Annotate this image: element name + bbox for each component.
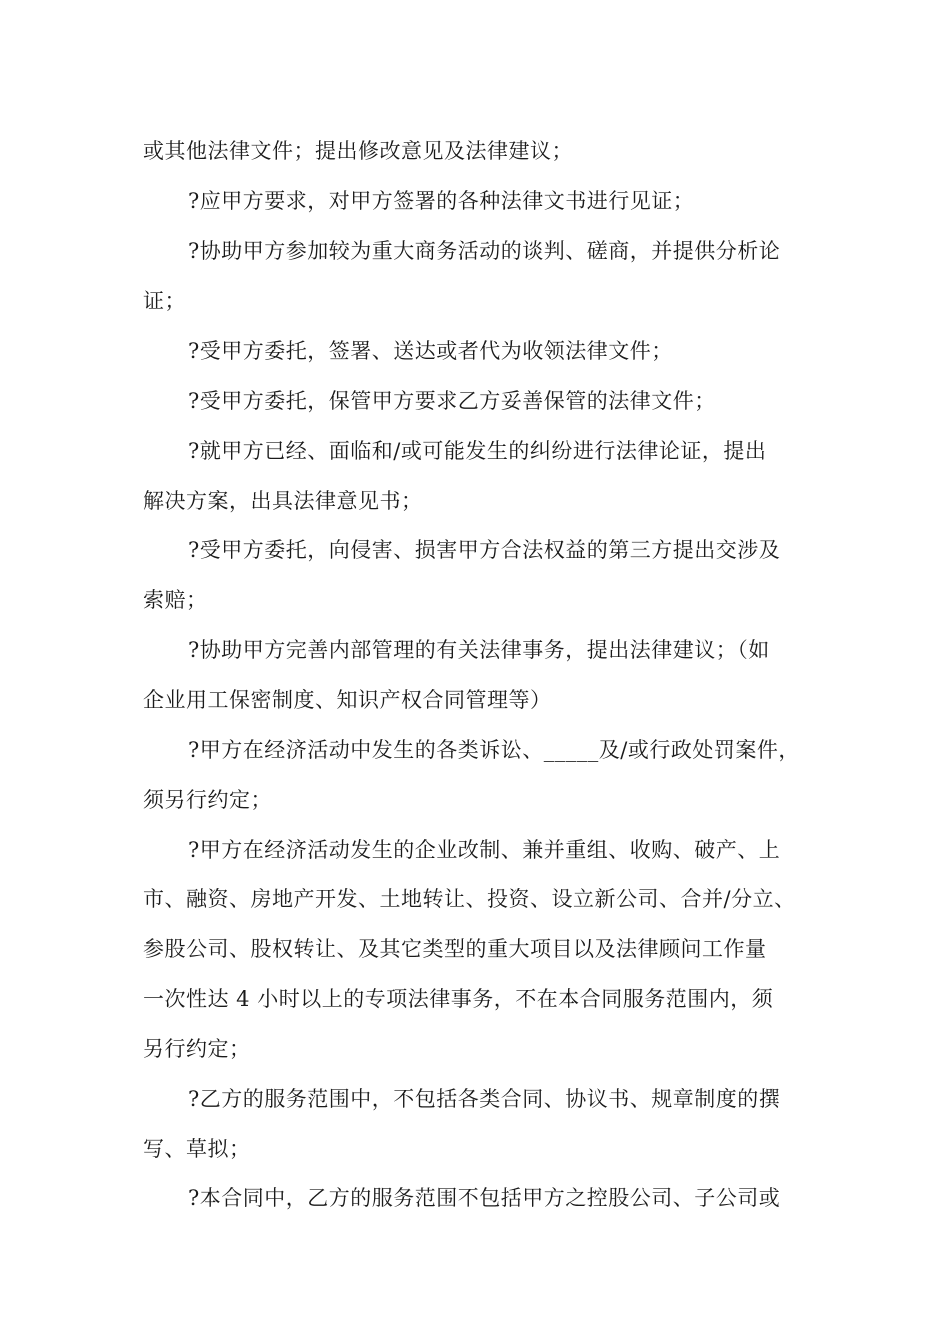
text-line: 索赔； [143, 588, 208, 612]
text-line: 市、融资、房地产开发、土地转让、投资、设立新公司、合并/分立、 [143, 887, 796, 911]
text-line: ?就甲方已经、面临和/或可能发生的纠纷进行法律论证，提出 [188, 439, 767, 463]
text-line: ?乙方的服务范围中，不包括各类合同、协议书、规章制度的撰 [188, 1087, 781, 1111]
text-line: 企业用工保密制度、知识产权合同管理等） [143, 688, 552, 712]
text-line: ?应甲方要求，对甲方签署的各种法律文书进行见证； [188, 189, 695, 213]
text-line: 另行约定； [143, 1037, 251, 1061]
text-line: 参股公司、股权转让、及其它类型的重大项目以及法律顾问工作量 [143, 937, 767, 961]
text-line: ?受甲方委托，向侵害、损害甲方合法权益的第三方提出交涉及 [188, 538, 781, 562]
text-line: 证； [143, 289, 186, 313]
text-line: ?受甲方委托，保管甲方要求乙方妥善保管的法律文件； [188, 389, 716, 413]
text-line: ?本合同中，乙方的服务范围不包括甲方之控股公司、子公司或 [188, 1186, 781, 1210]
text-line: ?协助甲方参加较为重大商务活动的谈判、磋商，并提供分析论 [188, 239, 781, 263]
text-line: 须另行约定； [143, 788, 272, 812]
text-line: ?甲方在经济活动发生的企业改制、兼并重组、收购、破产、上 [188, 838, 781, 862]
text-line: 写、草拟； [143, 1137, 251, 1161]
text-line: ?受甲方委托，签署、送达或者代为收领法律文件； [188, 339, 673, 363]
text-line: 一次性达 4 小时以上的专项法律事务，不在本合同服务范围内，须 [143, 987, 774, 1011]
text-line: 解决方案，出具法律意见书； [143, 489, 423, 513]
text-line: ?甲方在经济活动中发生的各类诉讼、_____及/或行政处罚案件， [188, 738, 800, 762]
text-line: ?协助甲方完善内部管理的有关法律事务，提出法律建议；（如 [188, 638, 770, 662]
text-line: 或其他法律文件；提出修改意见及法律建议； [143, 139, 573, 163]
